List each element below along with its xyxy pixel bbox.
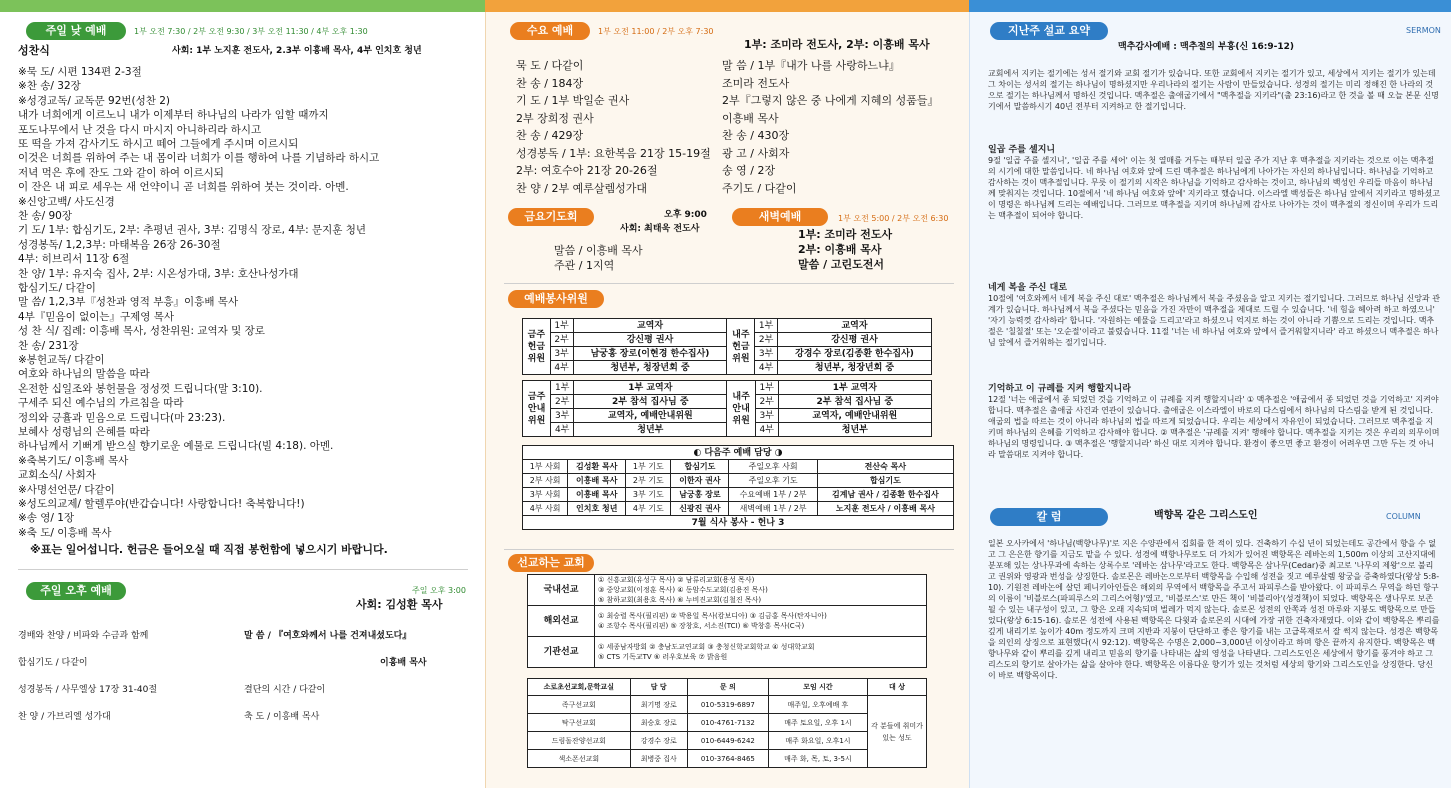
table-row [523,516,954,530]
committee-label: 금주 헌금 위원 [523,319,551,375]
table-cell: 010-4761-7132 [687,714,768,732]
table-row [528,637,927,668]
wednesday-order-left: 기 도 / 1부 박일순 권사 [516,94,630,107]
friday-prayer-title: 금요기도회 [508,208,594,226]
member-cell: 청년부, 청장년회 중 [573,361,727,375]
table-cell: 이흥배 목사 [568,474,626,488]
band-green [0,0,485,12]
table-header-cell: 소로초선교회,문학교실 [528,679,631,696]
sunday-order-line: ※축복기도/ 이흥배 목사 [18,454,129,467]
part-cell: 1부 [551,381,574,395]
part-cell: 2부 [755,395,778,409]
table-cell: 4부 사회 [523,502,568,516]
table-cell: 매주 화, 목, 토, 3-5시 [768,750,867,768]
sunday-order-line: 성 찬 식/ 집례: 이흥배 목사, 성찬위원: 교역자 및 장로 [18,325,265,338]
mission-item: ① 세종남자방회 ② 충남도교연교회 ③ 충청신학교회학교 ④ 성대학교회 [598,643,815,651]
mission-item: ⑤ CTS 기독교TV ⑥ 러우호보육 ⑦ 밝음원 [598,653,728,661]
sunday-order-line: ※송 영/ 1장 [18,512,75,525]
sermon-point-3: 12절 '너는 애굽에서 종 되었던 것을 기억하고 이 규례를 지켜 행할지니라' ① 맥추절은 '애굽에서 종 되었던 것을 기억하고' 지켜야 합니다. 맥추절은 출애굽 사건과 연관이 있습니다. 출애굽은 이스라엘이 바로의 다스림에서 하나님의 다스림을 받게 된 것입니다. 애굽의 법을 따르는 것이 아니라 하나님의 법을 따르게 되었습니다. 우리는 세상에서 자유인이 되었습니다. 그러므로 맥추절을 지키며 하나님의 은혜를 기억하고 감사해야 합니다. ② 맥추절은 '규례를 지켜' 행해야 합니다. 맥추절을 지키는 것은 우리의 의무이며 하나님의 명령입니다. ③ 맥추절은 '행할지니라' 하신 대로 지켜야 합니다. 환경이 좋으면 좋고 환경이 어려우면 그만 두는 것 아니라 말씀대로 지켜야 합니다. [988,395,1440,459]
sunday-order-line: ※축 도/ 이흥배 목사 [18,526,112,539]
committee-label: 내주 헌금 위원 [727,319,755,375]
part-cell: 4부 [755,423,778,437]
sunday-column [0,12,485,788]
dawn-worship-title: 새벽예배 [732,208,828,226]
sunday-order-line: ※봉헌교독/ 다같이 [18,354,105,366]
sunday-order-line: 찬 송/ 231장 [18,339,79,352]
wednesday-order-left: 찬 송 / 184장 [516,76,584,90]
table-cell: 최병중 집사 [630,750,687,768]
mission-list [595,637,927,668]
sermon-point-1: 9절 '일곱 주를 셀지니', '일곱 주를 세어' 이는 첫 열매를 거두는 때부터 일곱 주가 지난 후 맥추절을 지키라는 것으로 이는 맥추절의 시기에 대한 말씀입니다. 네 하나님 여호와 앞에 드린 맥추절은 하나님에게 나아가는 자신의 하나님입니다. 하나님을 기억하고 감사하는 것이 맥추절입니다. 무릇 이 절기의 시작은 하나님을 기억하고 감사하는 것이고, 하나님의 백성인 우리들 마음이 하나님께 맞춰지는 것입니다. 10절에서 '네 하나님 여호와 앞에' 지키라고 했습니다. 이스라엘 백성들은 하나님 앞에서 지키라고 명하셨고 이 명령은 하나님께 드리는 예배입니다. 그러므로 맥추절을 지키며 하나님께 감사로 나아가는 것이 맥추절의 정신이며 우리가 드리는 맥추절이 되어야 합니다. [988,156,1440,220]
sunday-order-line: ※사명선언문/ 다같이 [18,483,115,496]
sunday-order-line: ※성경교독/ 교독문 92번(성찬 2) [18,94,171,107]
wednesday-order-left: 성경봉독 / 1부: 요한복음 21장 15-19절 [516,146,711,160]
part-cell: 1부 [755,381,778,395]
member-cell: 교역자, 예배안내위원 [574,409,727,423]
friday-message: 말씀 / 이흥배 목사 [554,244,643,257]
table-row [528,575,927,606]
afternoon-benediction: 축 도 / 이흥배 목사 [244,712,320,722]
next-week-duty-table [522,445,954,530]
wednesday-times: 1부 오전 11:00 / 2부 오후 7:30 [598,27,714,36]
sunday-order-line: 이것은 너희를 위하여 주는 내 몸이라 너희가 이를 행하여 나를 기념하라 하시고 [18,152,380,165]
table-row [528,696,927,714]
table-cell: 4부 기도 [626,502,671,516]
table-cell: 주일오후 사회 [729,460,817,474]
table-row [528,750,927,768]
sunday-order-line: 온전한 십일조와 봉헌물을 정성껏 드립니다(말 3:10). [18,382,263,395]
table-cell: 노지훈 전도사 / 이흥배 목사 [817,502,953,516]
meal-service: 7월 식사 봉사 - 헌나 3 [523,516,954,530]
sunday-order-line: 포도나무에서 난 것을 다시 마시지 아니하리라 하시고 [18,123,262,136]
sunday-times: 1부 오전 7:30 / 2부 오전 9:30 / 3부 오전 11:30 / 4부 오후 1:30 [134,27,368,36]
friday-time: 오후 9:00 [664,210,707,220]
wednesday-order-right: 주기도 / 다같이 [722,181,797,195]
part-cell: 3부 [551,409,574,423]
sunday-order-line: 합심기도/ 다같이 [18,282,96,294]
friday-presider: 사회: 최태욱 전도사 [620,224,700,234]
sunday-order-line: 저녁 먹은 후에 잔도 그와 같이 하여 이르시되 [18,166,224,179]
outreach-table [527,678,927,768]
table-cell: 2부 기도 [626,474,671,488]
sunday-worship-title: 주일 낮 예배 [26,22,126,40]
table-cell: 주일오후 기도 [729,474,817,488]
sermon-heading-3: 기억하고 이 규례를 지켜 행할지니라 [988,384,1131,394]
table-cell: 2부 사회 [523,474,568,488]
table-cell: 010-3764-8465 [687,750,768,768]
mission-item: ① 신흥교회(유성구 목사) ② 남류리교회(용성 목사) [598,576,755,584]
table-cell: 이흥배 목사 [568,488,626,502]
next-week-title: ◐ 다음주 예배 담당 ◑ [523,446,954,460]
part-cell: 2부 [755,333,778,347]
member-cell: 강신평 권사 [778,333,932,347]
sunday-order-line: 또 떡을 가져 감사기도 하시고 떼어 그들에게 주시며 이르시되 [18,138,299,150]
sermon-tag: SERMON [1406,26,1441,35]
member-cell: 청년부 [778,423,931,437]
table-cell: 남궁홍 장로 [671,488,729,502]
part-cell: 4부 [550,361,573,375]
table-row [523,502,954,516]
part-cell: 2부 [551,395,574,409]
table-header-cell: 대 상 [868,679,927,696]
wednesday-order-right: 말 씀 / 1부『내가 나를 사랑하느냐』 [722,59,900,72]
column-subtitle: 백향목 같은 그리스도인 [1154,510,1258,521]
wednesday-order-left: 찬 송 / 429장 [516,129,584,142]
weekday-column [485,12,969,788]
part-cell: 2부 [550,333,573,347]
table-row [523,460,954,474]
table-cell: 합심기도 [817,474,953,488]
afternoon-preacher: 이흥배 목사 [380,658,427,668]
sunday-order-line: 정의와 긍휼과 믿음으로 드립니다(마 23:23). [18,411,226,424]
sunday-presider: 사회: 1부 노지훈 전도사, 2.3부 이흥배 목사, 4부 인치호 청년 [172,46,422,56]
sermon-column [969,12,1451,788]
member-cell: 남궁홍 장로(이현경 한수집사) [573,347,727,361]
sunday-order-line: ※찬 송/ 32장 [18,80,81,93]
wednesday-order-left: 찬 양 / 2부 예루살렘성가대 [516,181,647,195]
sermon-heading-2: 네게 복을 주신 대로 [988,283,1067,293]
wednesday-order-right: 조미라 전도사 [722,76,790,90]
table-cell: 010-5319-6897 [687,696,768,714]
table-cell: 매주 토요일, 오후 1시 [768,714,867,732]
table-cell: 신광진 권사 [671,502,729,516]
mission-item: ① 최승렬 목사(필리핀) ② 박용일 목사(캄보디아) ③ 김금홍 목사(탄자니아) [598,612,827,620]
column-body: 일본 오사카에서 '하나님(백향나무)'로 지은 수양관에서 집회를 한 적이 있다. 건축하기 수십 년이 되었는데도 공간에서 향을 수 없고 그 은은한 향기를 지금도 맡을 수 있다. 성경에 백향나무로도 더 가치가 있어진 백향목은 레바논의 1,500m 이상의 고산지대에 분포해 있는 상나무과에 속하는 상록수로 '레바논 삼나무'라고도 한다. 백향목은 삼나무(Cedar)중 최고로 '나무의 제왕'으로 불리고 권위와 영광과 번성을 상징한다. 솔로몬은 레바논으로부터 백향목을 수입해 성전을 짓고 예루살렘 왕궁을 증축하였다(왕상 5:8-10). 기원전 레바논에 살던 페니키아인들은 해외의 무역에서 백향목을 주고서 파피루스를 받아왔다. 이 파피루스 무역을 하던 항구의 이름이 '비블로스(파피루스의 그리스어형)'였고, '비블로스'로 만든 책이 '비블리아'(성경책)이 되었다. 백향목은 생나무로 보존될 수 있는 내구성이 있고, 그 향은 오래 지속되며 벌레가 먹지 않는다. 솔로몬 성전의 안쪽과 성전 마루와 지붕도 백향목으로 만들었다(왕상 6:15-16). 솔로몬 성전에 사용된 백향목은 다윗과 솔로몬의 시대에 가장 귀한 건축자재였다. 이와 같이 백향목은 뿌리를 깊게 내리기로 높이가 40m 정도까지 크며 지반과 지붕이 단단하고 좋은 향기를 내는 고급목재로서 잘 썩지 않는다. 성경은 백향목을 의인의 상징으로 표현했다(시 92:12). 백향목은 수명은 2,000~3,000년 이상이라고 하며 향은 끝까지 유지한다. 백향목은 백향나무와 같이 뿌리를 깊게 내리고 믿음의 향기를 나타내는 삶의 영성을 나타낸다. 그리스도인은 세상에서 향기를 풍겨야 하고 그리스도의 향기로 살아가는 삶을 살아야 한다. 백향목은 이름다운 향기가 있는 것처럼 세상의 향기와 그리스도인을 상징한다. 당신이 바로 백향목이다. [988,539,1440,680]
table-cell: 010-6449-6242 [687,732,768,750]
committee-label: 내주 안내 위원 [727,381,755,437]
table-cell: 최기명 장로 [630,696,687,714]
member-cell: 청년부 [574,423,727,437]
afternoon-reading: 성경봉독 / 사무엘상 17장 31-40절 [18,685,158,695]
service-committee-title: 예배봉사위원 [508,290,604,308]
table-row [523,381,932,395]
friday-host: 주관 / 1지역 [554,259,615,272]
communion-label: 성찬식 [18,44,50,57]
wednesday-presider: 1부: 조미라 전도사, 2부: 이흥배 목사 [744,38,930,51]
table-cell: 수요예배 1부 / 2부 [729,488,817,502]
sunday-order-line: 성경봉독/ 1,2,3부: 마태복음 26장 26-30절 [18,238,221,251]
table-cell: 합심기도 [671,460,729,474]
afternoon-time: 주일 오후 3:00 [412,586,466,595]
table-cell: 색소폰선교회 [528,750,631,768]
table-cell: 새벽예배 1부 / 2부 [729,502,817,516]
table-cell: 김성환 목사 [568,460,626,474]
afternoon-presider: 사회: 김성환 목사 [356,598,443,611]
part-cell: 3부 [550,347,573,361]
sermon-summary-title: 지난주 설교 요약 [990,22,1108,40]
sunday-notice: ※표는 일어섭니다. 헌금은 들어오실 때 직접 봉헌함에 넣으시기 바랍니다. [30,543,388,556]
member-cell: 2부 참석 집사님 중 [778,395,931,409]
guide-committee-table [522,380,932,437]
mission-category: 기관선교 [528,637,595,668]
wednesday-order-right: 광 고 / 사회자 [722,146,790,160]
mission-category: 국내선교 [528,575,595,606]
dawn-line-2: 2부: 이흥배 목사 [798,243,882,256]
mission-list [595,606,927,637]
sunday-order-line: 구세주 되신 예수님의 가르침을 따라 [18,397,184,410]
part-cell: 3부 [755,409,778,423]
afternoon-prayer: 합심기도 / 다같이 [18,658,88,668]
wednesday-order-left: 2부 장희정 권사 [516,111,594,125]
sunday-order-line: 여호와 하나님의 말씀을 따라 [18,368,150,381]
table-row [523,488,954,502]
afternoon-decision: 결단의 시간 / 다같이 [244,685,326,695]
band-orange [485,0,969,12]
sermon-subtitle: 맥추감사예배 : 맥추절의 부흥(신 16:9-12) [1118,42,1295,52]
sunday-order-line: 내가 너희에게 이르노니 내가 이제부터 하나님의 나라가 임할 때까지 [18,109,329,122]
wednesday-worship-title: 수요 예배 [510,22,590,40]
wednesday-order-left: 묵 도 / 다같이 [516,59,584,72]
table-cell: 강경수 장로 [630,732,687,750]
wednesday-order-right: 찬 송 / 430장 [722,129,790,142]
part-cell: 1부 [550,319,573,333]
table-cell: 매주일, 오후예배 후 [768,696,867,714]
part-cell: 3부 [755,347,778,361]
sermon-intro: 교회에서 지키는 절기에는 성서 절기와 교회 절기가 있습니다. 또한 교회에서 지키는 절기가 있고, 세상에서 지키는 절기가 있는데 그 차이는 성서의 절기는 하나님이 명하셨지만 우리나라의 절기는 사람이 만들었습니다. 성경의 절기는 미리 정해진 한 나라의 것으로 절기는 하나님께서 명하신 것입니다. 맥추절은 출애굽기에서 "맥추절을 지키라"(출 23:16)라고 한 것을 볼 때 오늘 본문 신명기에서 말씀하시기 40년 전부터 지켜하고 한 절기입니다. [988,69,1439,111]
band-blue [969,0,1451,12]
table-cell: 1부 사회 [523,460,568,474]
part-cell: 4부 [551,423,574,437]
member-cell: 2부 참석 집사님 중 [574,395,727,409]
member-cell: 1부 교역자 [778,381,931,395]
sunday-order-line: 교회소식/ 사회자 [18,469,96,482]
table-cell: 김계남 권사 / 김종환 한수집사 [817,488,953,502]
mission-table [527,574,927,668]
table-cell: 최승호 장로 [630,714,687,732]
sunday-order-line: 찬 양/ 1부: 유지숙 집사, 2부: 시온성가대, 3부: 호산나성가대 [18,267,299,280]
afternoon-anthem: 찬 양 / 가브리엘 성가대 [18,712,111,722]
table-row [523,319,932,333]
member-cell: 교역자 [573,319,727,333]
sunday-order-line: 하나님께서 기뻐게 받으실 향기로운 예물로 드립니다(빌 4:18). 아멘. [18,440,334,453]
sermon-heading-1: 일곱 주를 셀지니 [988,145,1056,155]
table-cell: 3부 기도 [626,488,671,502]
member-cell: 교역자, 예배안내위원 [778,409,931,423]
member-cell: 청년부, 청장년회 중 [778,361,932,375]
mission-title: 선교하는 교회 [508,554,594,572]
mission-category: 해외선교 [528,606,595,637]
table-row [523,446,954,460]
table-cell: 3부 사회 [523,488,568,502]
divider [504,549,954,550]
table-cell: 1부 기도 [626,460,671,474]
table-row [528,732,927,750]
table-row [528,679,927,696]
wednesday-order-right: 2부『그렇지 않은 중 나에게 지혜의 성품들』 [722,94,939,107]
table-header-cell: 담 당 [630,679,687,696]
table-cell: 전산숙 목사 [817,460,953,474]
wednesday-order-right: 이흥배 목사 [722,111,779,125]
sunday-order-line: 보혜사 성령님의 은혜를 따라 [18,426,150,438]
outreach-target: 각 분들에 취미가 있는 성도 [868,696,927,768]
table-header-cell: 문 의 [687,679,768,696]
divider [504,283,954,284]
wednesday-order-right: 송 영 / 2장 [722,164,776,177]
table-row [528,606,927,637]
afternoon-sermon: 말 씀 / 『여호와께서 나를 건져내셨도다』 [244,631,412,641]
table-header-cell: 모임 시간 [768,679,867,696]
sunday-order-line: 4부『믿음이 없이는』구제영 목사 [18,310,175,323]
table-cell: 매주 화요일, 오후1시 [768,732,867,750]
divider [18,569,468,570]
member-cell: 강경수 장로(김종환 한수집사) [778,347,932,361]
wednesday-order-left: 2부: 여호수아 21장 20-26절 [516,164,658,177]
member-cell: 강신평 권사 [573,333,727,347]
mission-list [595,575,927,606]
sermon-point-2: 10절에 '여호와께서 네게 복을 주신 대로' 맥추절은 하나님께서 복을 주셨음을 알고 지키는 절기입니다. 그러므로 하나님 신앙과 관계가 있습니다. 하나님께서 복을 주셨다는 믿음을 가진 자만이 맥추절을 제대로 드릴 수 있습니다. '네 힘을 헤아려 하고 하였으니' '자기 능력껏 감사하라' 합니다. '자원하는 예물을 드리고'라고 하셨으니 억지로 하는 것이 아니라 기쁨으로 드리는 것입니다. 맥추절은 '칠칠절' 또는 '오순절'이라고 불렸습니다. 11절 '너는 네 하나님 여호와 앞에서 즐거워할지니라' 라고 하셨으니 맥추절은 하나님 앞에서 즐거워하는 절기입니다. [988,294,1440,347]
mission-item: ③ 중앙교회(이정훈 목사) ④ 동암수도교회(김용진 목사) [598,586,768,594]
sunday-order-line: 기 도/ 1부: 합심기도, 2부: 추평년 권사, 3부: 김명식 장로, 4부: 문지훈 청년 [18,224,367,237]
dawn-line-1: 1부: 조미라 전도사 [798,228,893,241]
sunday-order-line: 4부: 히브리서 11장 6절 [18,253,130,266]
top-color-band [0,0,1451,12]
sunday-order-line: ※성도의교제/ 할렐루야(반갑습니다! 사랑합니다! 축복합니다!) [18,498,305,510]
offering-committee-table [522,318,932,375]
afternoon-worship-title: 주일 오후 예배 [26,582,126,600]
table-cell: 이한자 권사 [671,474,729,488]
sunday-order-line: ※묵 도/ 시편 134편 2-3절 [18,66,142,78]
mission-item: ⑤ 참하교회(최용호 목사) ⑥ 누비진교회(김철진 목사) [598,596,762,604]
part-cell: 1부 [755,319,778,333]
table-cell: 족구선교회 [528,696,631,714]
afternoon-praise: 경배와 찬양 / 비파와 수금과 함께 [18,631,149,641]
column-title: 칼 럼 [990,508,1108,526]
sunday-order-line: 말 씀/ 1,2,3부『성찬과 영적 부흥』이흥배 목사 [18,296,239,309]
dawn-line-3: 말씀 / 고린도전서 [798,258,885,271]
table-cell: 인치호 청년 [568,502,626,516]
table-row [523,474,954,488]
table-cell: 탁구선교회 [528,714,631,732]
sunday-order-line: 찬 송/ 90장 [18,210,73,222]
column-tag: COLUMN [1386,512,1421,521]
table-cell: 드림돌잔양선교회 [528,732,631,750]
dawn-times: 1부 오전 5:00 / 2부 오전 6:30 [838,214,949,223]
member-cell: 교역자 [778,319,932,333]
part-cell: 4부 [755,361,778,375]
table-row [528,714,927,732]
committee-label: 금주 안내 위원 [523,381,551,437]
sunday-order-line: ※신앙고백/ 사도신경 [18,195,115,208]
sunday-order-line: 이 잔은 내 피로 세우는 새 언약이니 곧 너희를 위하여 붓는 것이라. 아멘. [18,181,349,194]
member-cell: 1부 교역자 [574,381,727,395]
mission-item: ④ 조항수 목사(필리핀) ⑤ 장창호, 서소진(TCI) ⑥ 박창흥 목사(C국) [598,622,805,630]
